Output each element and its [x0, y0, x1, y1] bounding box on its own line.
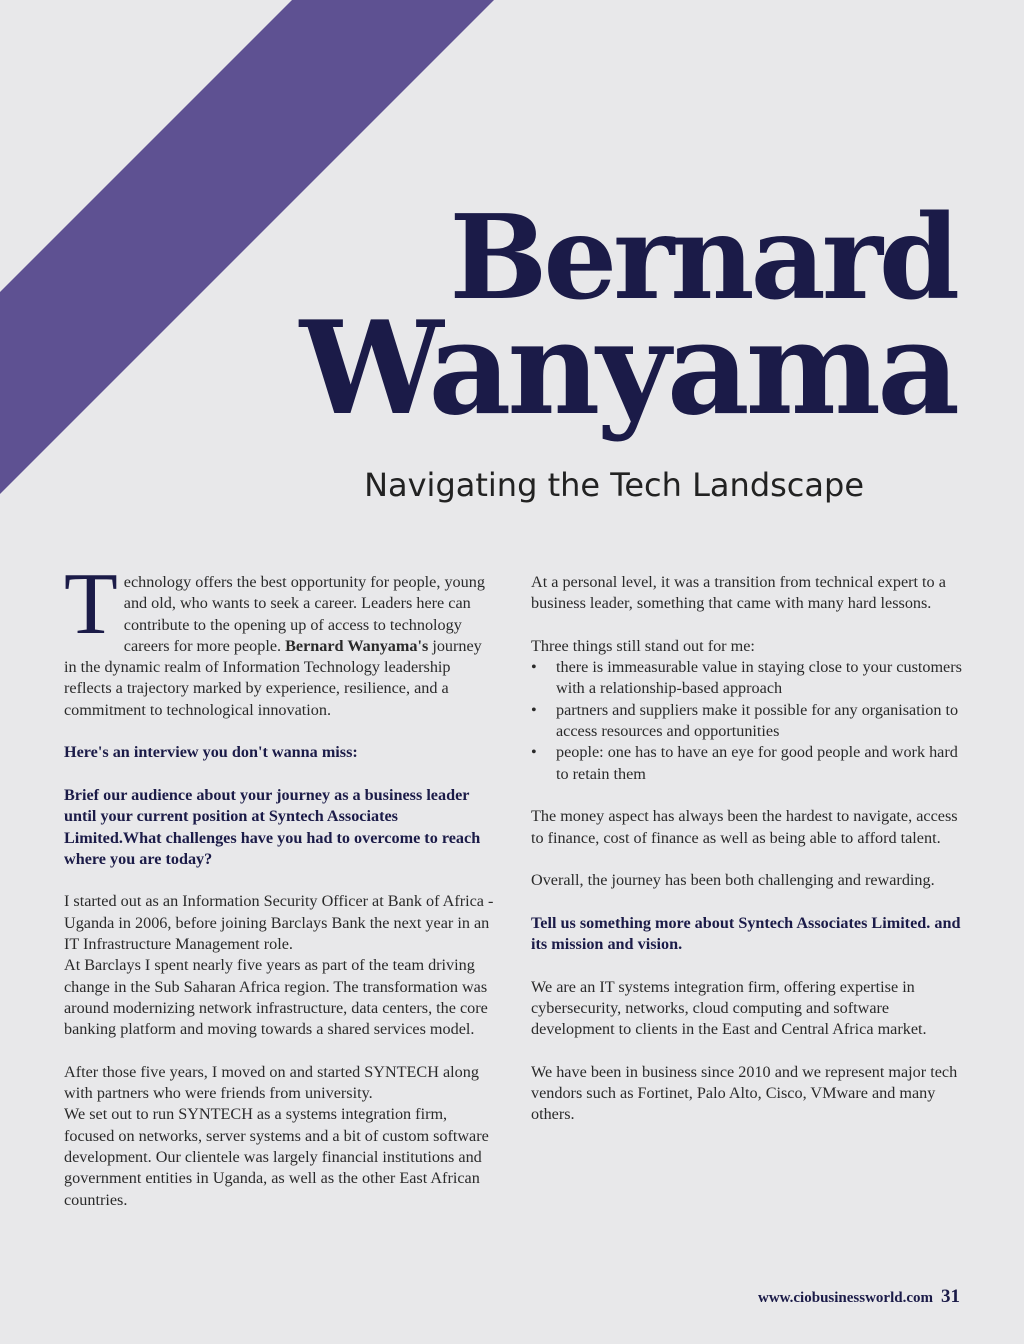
- answer-paragraph: We are an IT systems integration firm, offering expertise in cybersecurity, networks, cloud computing and software development to clients in the East and Central Africa market.: [531, 977, 927, 1039]
- subtitle: Navigating the Tech Landscape: [364, 466, 864, 504]
- bullet-list: [531, 657, 963, 785]
- answer-paragraph: After those five years, I moved on and started SYNTECH along with partners who were friends from university. We set out to run SYNTECH as a systems integration firm, focused on networks, server systems and a bit of custom software development. Our clientele was largely financial institutions and government entities in Uganda, as well as the other East African countries.: [64, 1062, 489, 1209]
- list-item: • there is immeasurable value in staying close to your customers with a relationship-based approach: [531, 657, 963, 700]
- intro-bold-name: Bernard Wanyama's: [285, 636, 429, 655]
- answer-paragraph: Overall, the journey has been both challenging and rewarding.: [531, 871, 935, 890]
- title-first-name: Bernard: [449, 190, 956, 326]
- right-column: [531, 572, 963, 1147]
- answer-paragraph: The money aspect has always been the hardest to navigate, access to finance, cost of finance as well as being able to afford talent.: [531, 807, 958, 847]
- drop-cap: T: [64, 556, 118, 653]
- list-item: • partners and suppliers make it possible for any organisation to access resources and opportunities: [531, 700, 963, 743]
- list-item: • people: one has to have an eye for good people and work hard to retain them: [531, 742, 963, 785]
- footer: [758, 1286, 960, 1308]
- question-2: Tell us something more about Syntech Associates Limited. and its mission and vision.: [531, 913, 961, 954]
- interview-lead: Here's an interview you don't wanna miss:: [64, 743, 358, 762]
- answer-paragraph: We have been in business since 2010 and we represent major tech vendors such as Fortinet, Palo Alto, Cisco, VMware and many others.: [531, 1062, 958, 1124]
- question-1: Brief our audience about your journey as a business leader until your current position at Syntech Associates Limited.What challenges have you had to overcome to reach where you are today?: [64, 785, 481, 868]
- footer-url[interactable]: www.ciobusinessworld.com: [757, 1290, 933, 1306]
- answer-paragraph: I started out as an Information Security Officer at Bank of Africa - Uganda in 2006, before joining Barclays Bank the next year in an IT Infrastructure Management role. At Barclays I spent nearly five years as part of the team driving change in the Sub Saharan Africa region. The transformation was around modernizing network infrastructure, data centers, the core banking platform and moving towards a shared services model.: [64, 892, 494, 1039]
- left-column: [64, 556, 494, 1232]
- title-last-name: Wanyama: [299, 294, 956, 444]
- page-number: 31: [941, 1286, 960, 1307]
- list-intro: Three things still stand out for me:: [531, 636, 755, 655]
- answer-paragraph: At a personal level, it was a transition from technical expert to a business leader, something that came with many hard lessons.: [531, 573, 946, 613]
- intro-paragraph: Technology offers the best opportunity for people, young and old, who wants to seek a career. Leaders here can contribute to the opening up of access to technology careers for more people. Bernard Wanyama's journey in the dynamic realm of Information Technology leadership reflects a trajectory marked by experience, resilience, and a commitment to technological innovation.: [64, 556, 485, 719]
